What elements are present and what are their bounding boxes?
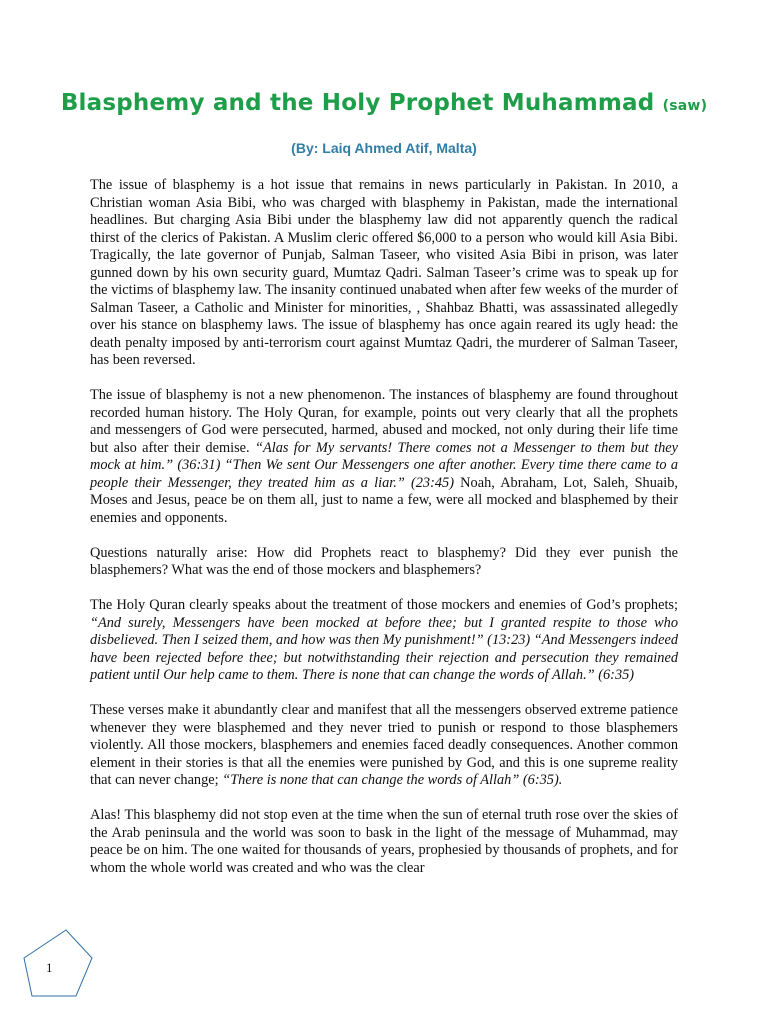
paragraph-text: The Holy Quran clearly speaks about the treatment of those mockers and enemies of God’s prophets; xyxy=(90,597,678,613)
page-number-badge-icon xyxy=(22,928,94,1000)
paragraph-text: Noah, Abraham, Lot, Saleh, Shuaib, Moses and Jesus, peace be on them all, just to name a few, were all mocked and blasphemed by their enemies and opponents. xyxy=(90,474,679,526)
title-suffix: (saw) xyxy=(662,98,708,114)
paragraph xyxy=(90,597,678,685)
paragraph xyxy=(90,702,678,790)
author-byline: (By: Laiq Ahmed Atif, Malta) xyxy=(291,140,477,156)
document-title xyxy=(0,90,768,116)
paragraph xyxy=(90,387,678,527)
title-text: Blasphemy and the Holy Prophet Muhammad xyxy=(60,90,655,116)
paragraph xyxy=(90,545,678,580)
quran-quote: “There is none that can change the words of Allah” (6:35). xyxy=(222,772,563,788)
paragraph xyxy=(90,807,678,877)
quran-quote: “Alas for My servants! There comes not a Messenger to them but they mock at him.” (36:31) “Then We sent Our Messengers one after another. Every time there came to a people their Messenger, they treated him as a liar.” (23:45) xyxy=(90,439,678,491)
paragraph xyxy=(90,177,678,370)
quran-quote: “And surely, Messengers have been mocked at before thee; but I granted respite to those who disbelieved. Then I seized them, and how was then My punishment!” (13:23) “And Messengers indeed have been rejected before thee; but notwithstanding their rejection and persecution they remained patient until Our help came to them. There is none that can change the words of Allah.” (6:35) xyxy=(90,614,678,683)
page-number: 1 xyxy=(46,960,53,975)
paragraph-text: Questions naturally arise: How did Prophets react to blasphemy? Did they ever punish the blasphemers? What was the end of those mockers and blasphemers? xyxy=(90,544,678,578)
paragraph-text: These verses make it abundantly clear and manifest that all the messengers observed extreme patience whenever they were blasphemed and they never tried to punish or respond to those blasphemers violently. All those mockers, blasphemers and enemies faced deadly consequences. Another common element in their stories is that all the enemies were punished by God, and this is one supreme reality that can never change; xyxy=(90,702,678,788)
article-body xyxy=(90,177,678,895)
paragraph-text: Alas! This blasphemy did not stop even at the time when the sun of eternal truth rose over the skies of the Arab peninsula and the world was soon to bask in the light of the message of Muhammad, may peace be on him. The one waited for thousands of years, prophesied by thousands of prophets, and for whom the whole world was created and who was the clear xyxy=(90,807,678,876)
paragraph-text: The issue of blasphemy is a hot issue that remains in news particularly in Pakistan. In 2010, a Christian woman Asia Bibi, who was charged with blasphemy in Pakistan, made the international headlines. But charging Asia Bibi under the blasphemy law did not apparently quench the radical thirst of the clerics of Pakistan. A Muslim cleric offered $6,000 to a person who would kill Asia Bibi. Tragically, the late governor of Punjab, Salman Taseer, who visited Asia Bibi in prison, was later gunned down by his own security guard, Mumtaz Qadri. Salman Taseer’s crime was to speak up for the victims of blasphemy law. The insanity continued unabated when after few weeks of the murder of Salman Taseer, a Catholic and Minister for minorities, , Shahbaz Bhatti, was assassinated allegedly over his stance on blasphemy laws. The issue of blasphemy has once again reared its ugly head: the death penalty imposed by anti-terrorism court against Mumtaz Qadri, the murderer of Salman Taseer, has been reversed. xyxy=(90,177,678,368)
paragraph-text: The issue of blasphemy is not a new phenomenon. The instances of blasphemy are found throughout recorded human history. The Holy Quran, for example, points out very clearly that all the prophets and messengers of God were persecuted, harmed, abused and mocked, not only during their life time but also after their demise. xyxy=(90,387,678,456)
